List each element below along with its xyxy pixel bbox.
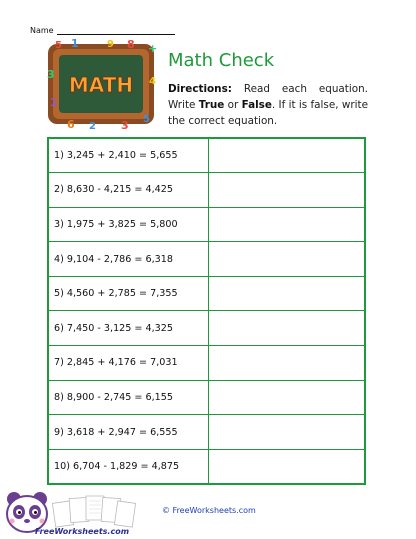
answer-cell[interactable] [209, 276, 365, 311]
name-line[interactable] [57, 27, 175, 35]
equation-cell: 10) 6,704 - 1,829 = 4,875 [48, 449, 209, 484]
equation-cell: 4) 9,104 - 2,786 = 6,318 [48, 242, 209, 277]
table-row [48, 207, 365, 242]
answer-cell[interactable] [209, 138, 365, 173]
equation-cell: 5) 4,560 + 2,785 = 7,355 [48, 276, 209, 311]
directions-text: or [224, 99, 242, 111]
equation-cell: 6) 7,450 - 3,125 = 4,325 [48, 311, 209, 346]
equation-cell: 9) 3,618 + 2,947 = 6,555 [48, 415, 209, 450]
board-number: 3 [47, 68, 55, 81]
board-number: 4 [149, 76, 156, 87]
answer-cell[interactable] [209, 311, 365, 346]
name-label: Name [30, 26, 54, 35]
answer-cell[interactable] [209, 415, 365, 450]
true-word: True [198, 99, 225, 111]
footer-link[interactable]: © FreeWorksheets.com [162, 506, 256, 515]
worksheet-thumbnails-icon [52, 492, 136, 532]
board-number: 2 [89, 121, 96, 131]
board-number: 3 [121, 119, 129, 131]
board-number: 9 [107, 39, 114, 50]
table-row [48, 276, 365, 311]
equation-cell: 7) 2,845 + 4,176 = 7,031 [48, 346, 209, 381]
board-number: 1 [50, 96, 58, 109]
answer-cell[interactable] [209, 380, 365, 415]
board-number: 6 [67, 118, 75, 131]
table-row [48, 173, 365, 208]
board-number: 5 [143, 114, 150, 125]
false-word: False [241, 99, 272, 111]
answer-cell[interactable] [209, 346, 365, 381]
equation-cell: 2) 8,630 - 4,215 = 4,425 [48, 173, 209, 208]
brand-logo-text: FreeWorksheets.com [35, 527, 130, 536]
directions-text: . If it is false, write the correct equation. [168, 99, 368, 127]
equation-cell: 3) 1,975 + 3,825 = 5,800 [48, 207, 209, 242]
board-word: MATH [68, 73, 134, 97]
equation-cell: 8) 8,900 - 2,745 = 6,155 [48, 380, 209, 415]
table-row [48, 242, 365, 277]
directions-text: Read each equation. Write [168, 83, 368, 111]
answer-cell[interactable] [209, 449, 365, 484]
table-row [48, 311, 365, 346]
table-row [48, 380, 365, 415]
answer-cell[interactable] [209, 173, 365, 208]
table-row [48, 346, 365, 381]
directions [168, 81, 368, 129]
table-row [48, 138, 365, 173]
worksheet-table [47, 137, 366, 485]
board-number: 5 [55, 40, 62, 51]
board-number: + [148, 42, 158, 55]
equation-cell: 1) 3,245 + 2,410 = 5,655 [48, 138, 209, 173]
board-number: 1 [71, 38, 79, 50]
table-row [48, 449, 365, 484]
page-title: Math Check [168, 50, 275, 71]
table-row [48, 415, 365, 450]
directions-label: Directions: [168, 83, 232, 95]
math-chalkboard-logo [45, 38, 160, 131]
board-number: 8 [127, 38, 135, 51]
name-row [30, 26, 175, 35]
answer-cell[interactable] [209, 242, 365, 277]
answer-cell[interactable] [209, 207, 365, 242]
